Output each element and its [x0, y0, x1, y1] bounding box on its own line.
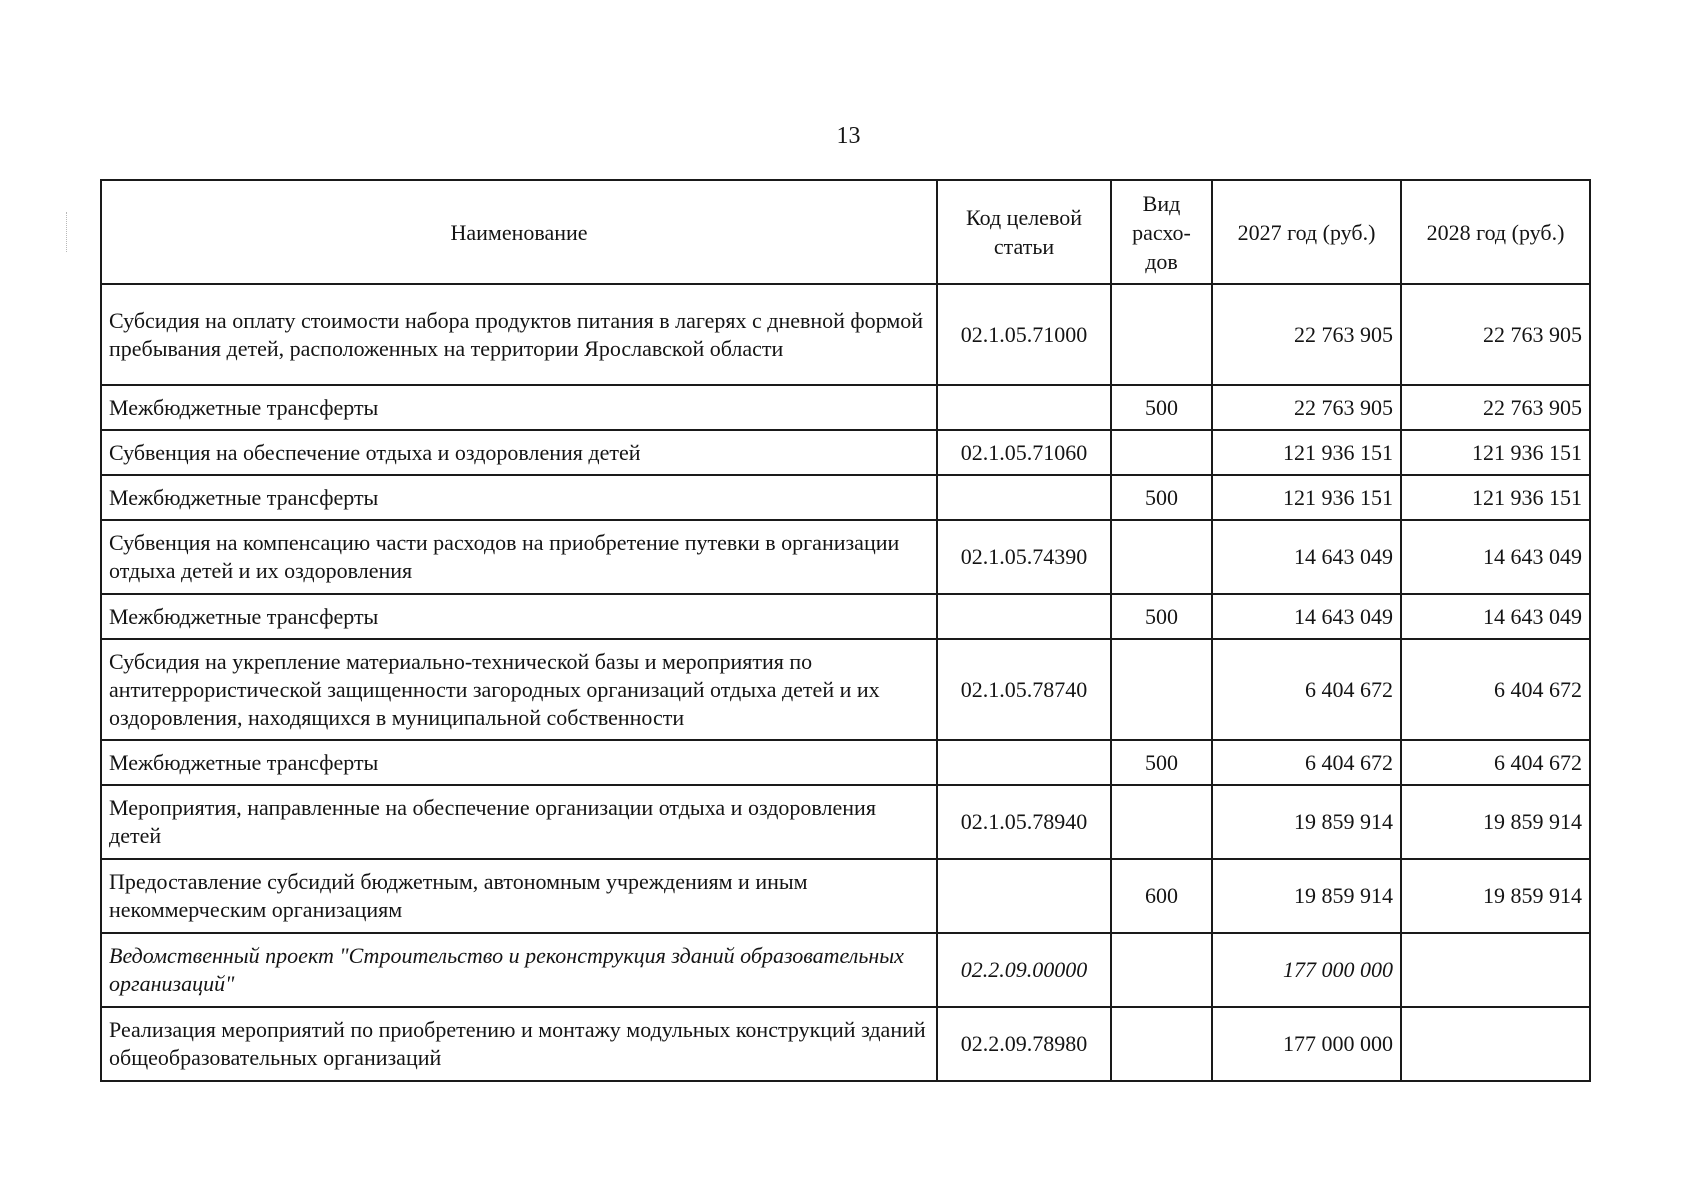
- cell-name: Субсидия на укрепление материально-технической базы и мероприятия по антитеррористической защищенности загородных организаций отдыха детей и их оздоровления, находящихся в муниципальной собственности: [101, 639, 937, 740]
- cell-2028: 19 859 914: [1401, 785, 1590, 859]
- cell-name: Межбюджетные трансферты: [101, 594, 937, 639]
- table-row: [101, 284, 1590, 385]
- header-year-2028: 2028 год (руб.): [1401, 180, 1590, 284]
- cell-code: 02.1.05.71060: [937, 430, 1111, 475]
- cell-expense-type: 500: [1111, 594, 1212, 639]
- budget-table: [100, 179, 1591, 1082]
- cell-2028: 22 763 905: [1401, 284, 1590, 385]
- cell-2028: 14 643 049: [1401, 520, 1590, 594]
- cell-code: [937, 385, 1111, 430]
- cell-code: 02.2.09.78980: [937, 1007, 1111, 1081]
- header-code: Код целевой статьи: [937, 180, 1111, 284]
- cell-expense-type: 600: [1111, 859, 1212, 933]
- cell-code: 02.2.09.00000: [937, 933, 1111, 1007]
- cell-2027: 14 643 049: [1212, 594, 1401, 639]
- cell-code: [937, 594, 1111, 639]
- cell-name: Ведомственный проект "Строительство и реконструкция зданий образовательных организаций": [101, 933, 937, 1007]
- page-number: 13: [836, 123, 861, 149]
- table-row: [101, 933, 1590, 1007]
- cell-code: 02.1.05.74390: [937, 520, 1111, 594]
- cell-2028: 6 404 672: [1401, 639, 1590, 740]
- cell-2027: 14 643 049: [1212, 520, 1401, 594]
- cell-code: [937, 859, 1111, 933]
- cell-2027: 22 763 905: [1212, 385, 1401, 430]
- cell-expense-type: [1111, 430, 1212, 475]
- cell-name: Межбюджетные трансферты: [101, 475, 937, 520]
- cell-2028: 19 859 914: [1401, 859, 1590, 933]
- cell-2027: 121 936 151: [1212, 475, 1401, 520]
- cell-2028: 22 763 905: [1401, 385, 1590, 430]
- scan-artifact: [66, 212, 69, 252]
- table-header-row: [101, 180, 1590, 284]
- table-row: [101, 740, 1590, 785]
- cell-code: 02.1.05.78940: [937, 785, 1111, 859]
- table-row: [101, 520, 1590, 594]
- cell-name: Реализация мероприятий по приобретению и монтажу модульных конструкций зданий общеобразовательных организаций: [101, 1007, 937, 1081]
- cell-2027: 177 000 000: [1212, 1007, 1401, 1081]
- table-row: [101, 430, 1590, 475]
- cell-name: Межбюджетные трансферты: [101, 740, 937, 785]
- cell-expense-type: [1111, 1007, 1212, 1081]
- cell-2028: [1401, 933, 1590, 1007]
- cell-2028: [1401, 1007, 1590, 1081]
- table-body: [101, 284, 1590, 1081]
- cell-code: 02.1.05.78740: [937, 639, 1111, 740]
- cell-name: Мероприятия, направленные на обеспечение организации отдыха и оздоровления детей: [101, 785, 937, 859]
- table-row: [101, 475, 1590, 520]
- table-row: [101, 1007, 1590, 1081]
- table-row: [101, 859, 1590, 933]
- header-type: Вид расхо-дов: [1111, 180, 1212, 284]
- cell-2027: 19 859 914: [1212, 785, 1401, 859]
- cell-2028: 121 936 151: [1401, 430, 1590, 475]
- table-row: [101, 639, 1590, 740]
- cell-name: Субсидия на оплату стоимости набора продуктов питания в лагерях с дневной формой пребывания детей, расположенных на территории Ярославской области: [101, 284, 937, 385]
- cell-name: Предоставление субсидий бюджетным, автономным учреждениям и иным некоммерческим организациям: [101, 859, 937, 933]
- cell-2028: 14 643 049: [1401, 594, 1590, 639]
- table-row: [101, 785, 1590, 859]
- header-name: Наименование: [101, 180, 937, 284]
- cell-2027: 177 000 000: [1212, 933, 1401, 1007]
- cell-name: Субвенция на компенсацию части расходов на приобретение путевки в организации отдыха детей и их оздоровления: [101, 520, 937, 594]
- cell-code: 02.1.05.71000: [937, 284, 1111, 385]
- header-year-2027: 2027 год (руб.): [1212, 180, 1401, 284]
- cell-2027: 19 859 914: [1212, 859, 1401, 933]
- cell-2027: 121 936 151: [1212, 430, 1401, 475]
- table-row: [101, 594, 1590, 639]
- cell-expense-type: [1111, 520, 1212, 594]
- cell-2028: 121 936 151: [1401, 475, 1590, 520]
- cell-expense-type: [1111, 785, 1212, 859]
- cell-2028: 6 404 672: [1401, 740, 1590, 785]
- cell-name: Межбюджетные трансферты: [101, 385, 937, 430]
- table-row: [101, 385, 1590, 430]
- cell-2027: 6 404 672: [1212, 639, 1401, 740]
- cell-code: [937, 740, 1111, 785]
- cell-expense-type: [1111, 639, 1212, 740]
- cell-2027: 6 404 672: [1212, 740, 1401, 785]
- cell-expense-type: 500: [1111, 475, 1212, 520]
- cell-expense-type: [1111, 284, 1212, 385]
- cell-expense-type: 500: [1111, 740, 1212, 785]
- cell-name: Субвенция на обеспечение отдыха и оздоровления детей: [101, 430, 937, 475]
- cell-code: [937, 475, 1111, 520]
- cell-2027: 22 763 905: [1212, 284, 1401, 385]
- cell-expense-type: 500: [1111, 385, 1212, 430]
- cell-expense-type: [1111, 933, 1212, 1007]
